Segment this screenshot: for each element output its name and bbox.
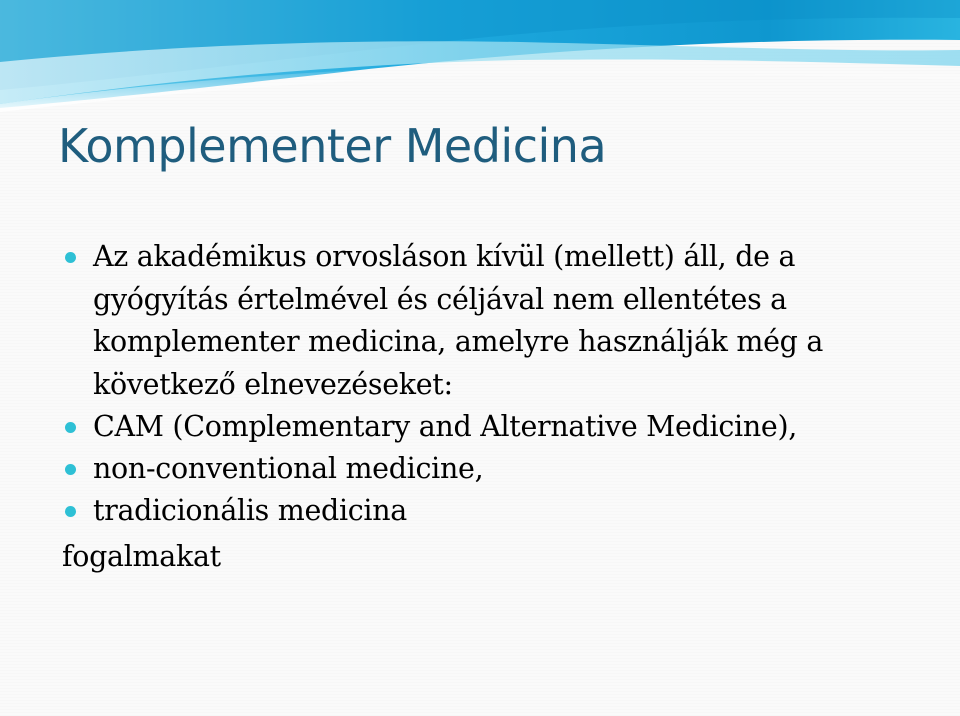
slide-title: Komplementer Medicina: [58, 119, 607, 173]
bullet-dot-icon: [65, 506, 76, 517]
bullet-text: CAM (Complementary and Alternative Medicine),: [93, 410, 798, 443]
bullet-text: non-conventional medicine,: [93, 452, 484, 485]
bullet-list: [62, 236, 922, 532]
bullet-dot-icon: [65, 464, 76, 475]
bullet-item: [62, 490, 922, 532]
bullet-text: Az akadémikus orvosláson kívül (mellett) áll, de a gyógyítás értelmével és céljával nem ellentétes a komplementer medicina, amelyre használják még a következő elnevezéseket:: [93, 240, 824, 401]
bullet-dot-icon: [65, 252, 76, 263]
bullet-item: [62, 236, 922, 406]
bullet-item: [62, 448, 922, 490]
header-wave-decoration: [0, 0, 960, 112]
trailing-text: fogalmakat: [62, 540, 221, 573]
bullet-text: tradicionális medicina: [93, 494, 407, 527]
bullet-dot-icon: [65, 422, 76, 433]
bullet-item: [62, 406, 922, 448]
slide-body: [62, 236, 922, 582]
